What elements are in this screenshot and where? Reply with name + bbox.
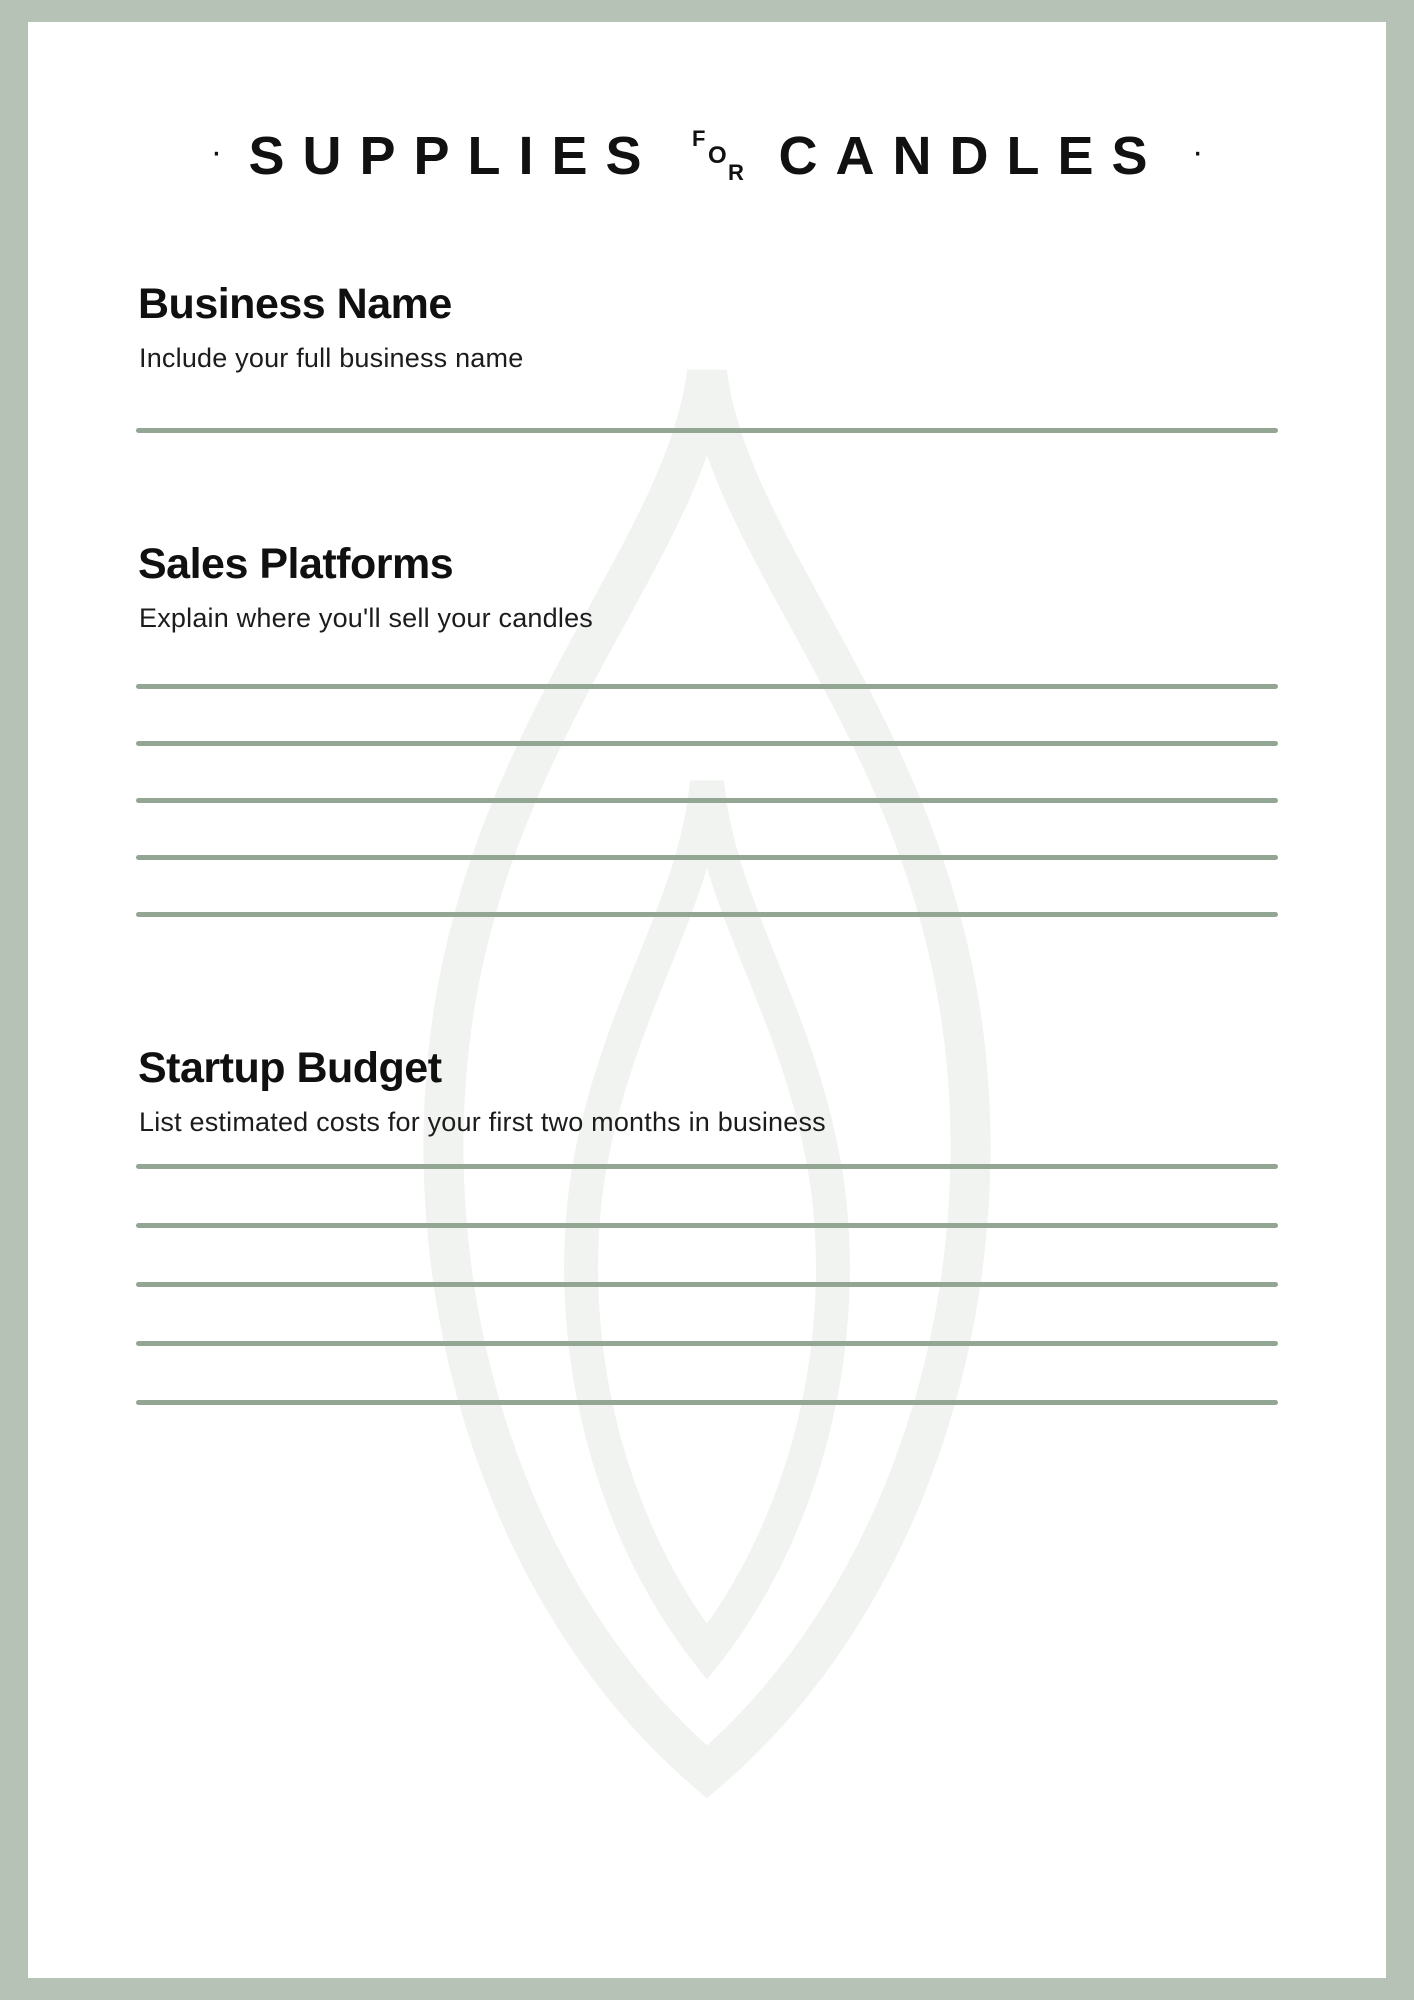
section-title: Business Name [138, 280, 452, 328]
brand-for-r: R [728, 160, 744, 185]
writing-line[interactable] [136, 855, 1278, 860]
brand-right-dot: · [1191, 132, 1204, 171]
section-business-name [136, 280, 1278, 433]
brand-for-f: F [692, 126, 706, 151]
writing-line[interactable] [136, 912, 1278, 917]
section-subtitle: Include your full business name [139, 343, 524, 373]
writing-lines [136, 684, 1278, 917]
writing-line[interactable] [136, 684, 1278, 689]
writing-line[interactable] [136, 1164, 1278, 1169]
brand-logo [28, 122, 1386, 190]
section-title: Sales Platforms [138, 540, 454, 588]
writing-line[interactable] [136, 1400, 1278, 1405]
writing-line[interactable] [136, 1341, 1278, 1346]
brand-word-supplies: SUPPLIES [248, 126, 660, 186]
brand-word-candles: CANDLES [778, 126, 1166, 186]
writing-line[interactable] [136, 1282, 1278, 1287]
writing-line[interactable] [136, 798, 1278, 803]
writing-lines [136, 1164, 1278, 1405]
section-subtitle: Explain where you'll sell your candles [139, 603, 593, 633]
document-page [28, 22, 1386, 1978]
brand-for-monogram [690, 122, 748, 190]
section-title: Startup Budget [138, 1044, 442, 1092]
brand-for-o: O [708, 142, 727, 169]
brand-left-dot: · [210, 132, 223, 171]
writing-lines [136, 428, 1278, 433]
section-sales-platforms [136, 540, 1278, 917]
writing-line[interactable] [136, 1223, 1278, 1228]
writing-line[interactable] [136, 428, 1278, 433]
writing-line[interactable] [136, 741, 1278, 746]
section-startup-budget [136, 1044, 1278, 1459]
section-subtitle: List estimated costs for your first two months in business [139, 1107, 826, 1137]
